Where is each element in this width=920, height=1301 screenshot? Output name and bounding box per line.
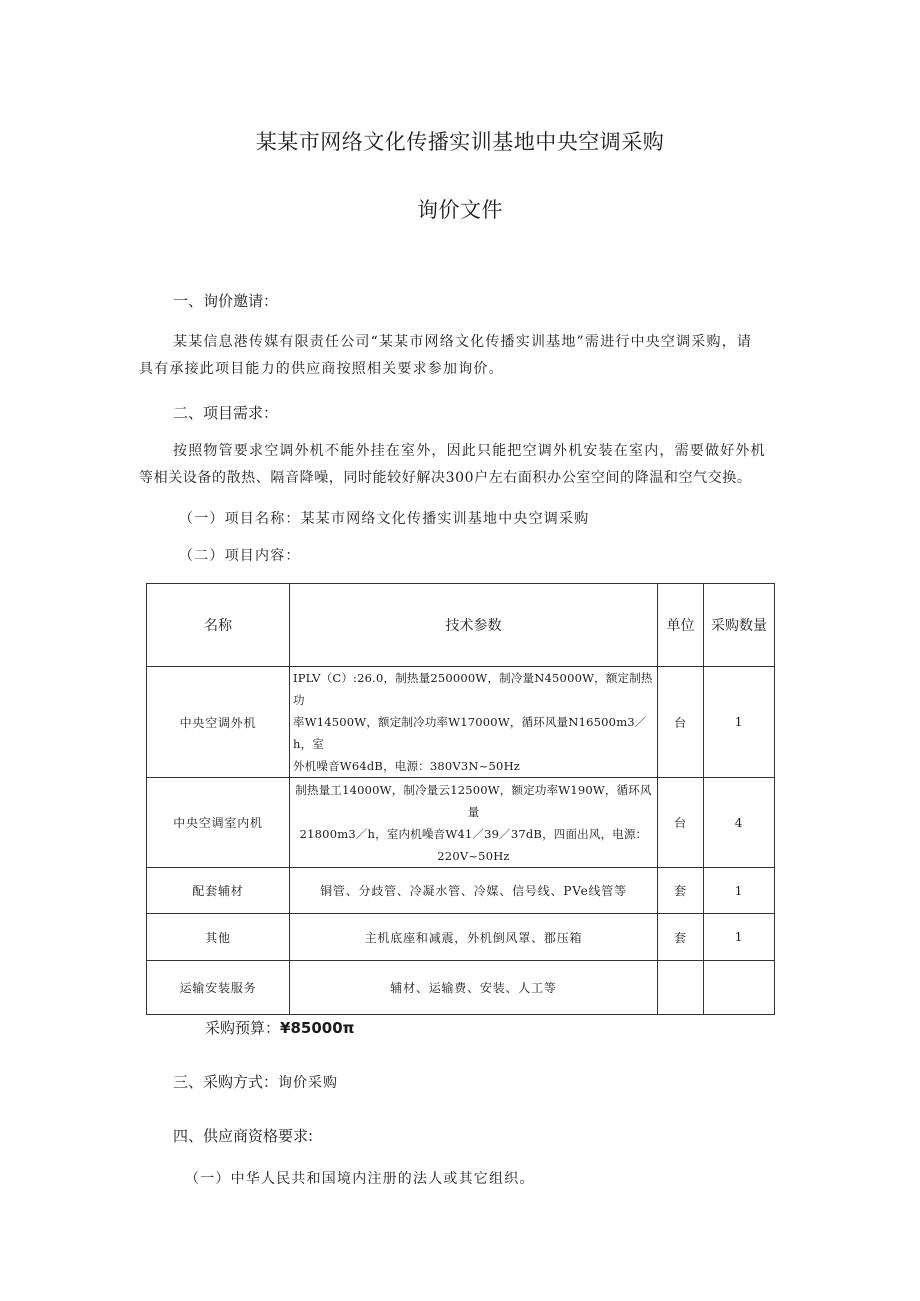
header-params: 技术参数 (290, 584, 658, 667)
requirements-paragraph-line1: 按照物管要求空调外机不能外挂在室外，因此只能把空调外机安装在室内，需要做好外机 (173, 443, 766, 459)
row-qty (704, 961, 775, 1015)
section-heading-requirements: 二、项目需求： (173, 404, 279, 422)
budget-label: 采购预算： (205, 1019, 281, 1037)
section-heading-qualifications: 四、供应商资格要求: (173, 1127, 314, 1145)
budget-value: ¥85000π (280, 1019, 355, 1037)
param-line: 220V~50Hz (437, 848, 510, 863)
param-line: IPLV（C）:26.0，制热量250000W，制冷量N45000W，额定制热功 (293, 671, 653, 707)
row-unit: 台 (658, 667, 704, 778)
row-unit: 套 (658, 914, 704, 961)
row-params (290, 667, 658, 778)
row-qty: 1 (704, 914, 775, 961)
section-heading-invitation: 一、询价邀请： (173, 292, 279, 310)
header-name: 名称 (147, 584, 290, 667)
row-params: 辅材、运输费、安装、人工等 (290, 961, 658, 1015)
row-qty: 1 (704, 667, 775, 778)
project-content-label: （二）项目内容： (179, 548, 301, 564)
param-line: 外机噪音W64dB，电源：380V3N~50Hz (293, 759, 521, 773)
row-unit (658, 961, 704, 1015)
row-name: 中央空调外机 (147, 667, 290, 778)
row-name: 配套辅材 (147, 868, 290, 914)
table-row (147, 868, 775, 914)
invitation-paragraph-line1: 某某信息港传媒有限责任公司“某某市网络文化传播实训基地”需进行中央空调采购，请 (173, 334, 753, 350)
table-row (147, 667, 775, 778)
invitation-paragraph-line2: 具有承接此项目能力的供应商按照相关要求参加询价。 (139, 361, 504, 377)
row-qty: 4 (704, 778, 775, 868)
procurement-method-line (173, 1071, 338, 1092)
row-qty: 1 (704, 868, 775, 914)
table-header-row (147, 584, 775, 667)
project-name-line: （一）项目名称：某某市网络文化传播实训基地中央空调采购 (179, 511, 590, 527)
row-name: 中央空调室内机 (147, 778, 290, 868)
row-unit: 套 (658, 868, 704, 914)
param-line: 率W14500W，额定制冷功率W17000W，循环风量N16500m3／h，室 (293, 715, 647, 751)
table-row (147, 961, 775, 1015)
row-params: 铜管、分歧管、冷凝水管、冷媒、信号线、PVe线管等 (290, 868, 658, 914)
header-unit: 单位 (658, 584, 704, 667)
budget-line (205, 1017, 355, 1038)
document-title: 某某市网络文化传播实训基地中央空调采购 (255, 130, 665, 154)
spec-table (146, 583, 775, 1015)
row-params: 主机底座和减震，外机倒风罩、郡压箱 (290, 914, 658, 961)
section-heading-method: 三、采购方式： (173, 1073, 279, 1091)
procurement-method-value: 询价采购 (278, 1075, 339, 1091)
row-unit: 台 (658, 778, 704, 868)
param-line: 制热量工14000W，制冷量云12500W，额定功率W190W，循环风量 (295, 782, 652, 819)
param-line: 21800m3／h，室内机噪音W41／39／37dB，四面出风，电源： (299, 826, 648, 841)
row-params (290, 778, 658, 868)
requirements-paragraph-line2: 等相关设备的散热、隔音降噪，同时能较好解决300户左右面积办公室空间的降温和空气交换。 (139, 470, 752, 486)
table-row (147, 914, 775, 961)
document-subtitle: 询价文件 (417, 198, 503, 222)
header-qty: 采购数量 (704, 584, 775, 667)
table-row (147, 778, 775, 868)
row-name: 其他 (147, 914, 290, 961)
qualification-item-1: （一）中华人民共和国境内注册的法人或其它组织。 (185, 1171, 535, 1187)
row-name: 运输安装服务 (147, 961, 290, 1015)
